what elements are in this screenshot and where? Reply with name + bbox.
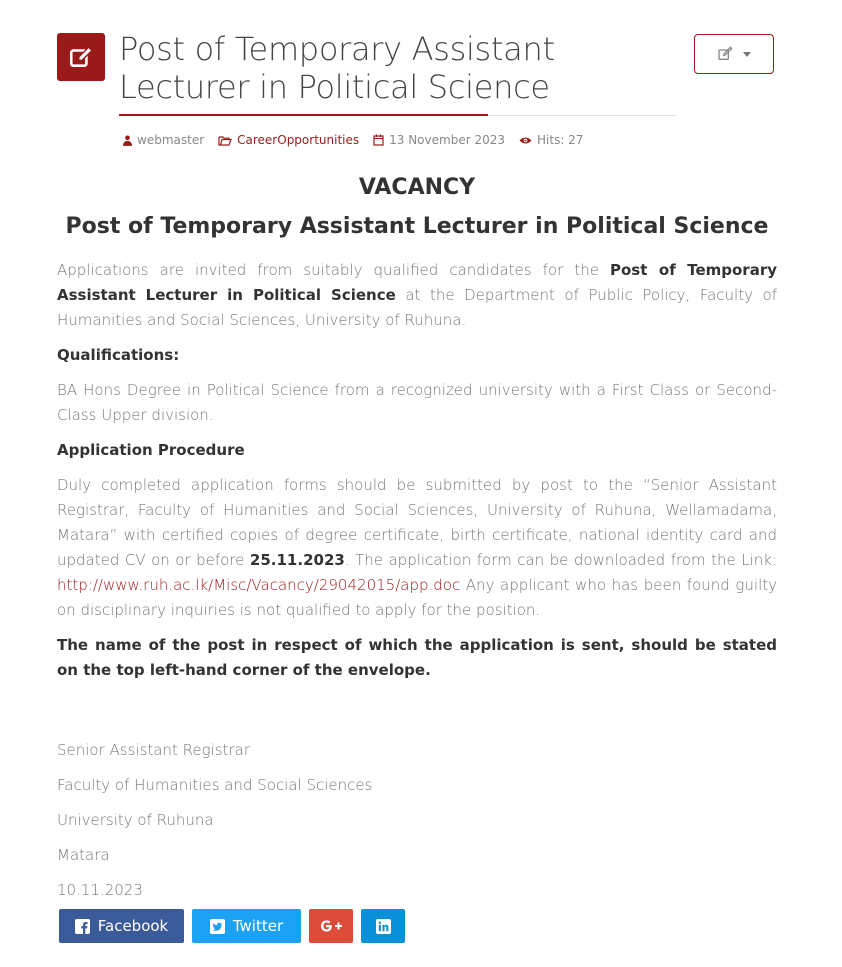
intro-paragraph: Applications are invited from suitably qualified candidates for the Post of Temporary Assistant Lecturer in Political Science at the Department of Public Policy, Faculty of Humanities and Social Sciences, University of Ruhuna.	[57, 261, 777, 329]
user-icon	[123, 135, 132, 146]
qualifications-title: Qualifications:	[57, 346, 180, 364]
signature-line: University of Ruhuna	[57, 811, 214, 829]
twitter-share-button[interactable]: Twitter	[192, 909, 301, 943]
signature-line: Matara	[57, 846, 110, 864]
twitter-icon	[210, 919, 225, 934]
facebook-icon	[75, 919, 90, 934]
folder-icon	[218, 135, 232, 146]
edit-article-icon	[57, 33, 105, 81]
article-meta	[123, 132, 597, 148]
social-share-bar	[59, 909, 405, 943]
googleplus-share-button[interactable]	[309, 909, 353, 943]
signature-block	[57, 738, 777, 903]
linkedin-icon	[376, 919, 391, 934]
signature-line: Senior Assistant Registrar	[57, 741, 251, 759]
meta-hits: Hits: 27	[519, 133, 583, 147]
edit-icon	[717, 46, 733, 62]
meta-category[interactable]	[218, 133, 359, 147]
application-form-link[interactable]: http://www.ruh.ac.lk/Misc/Vacancy/29042015/app.doc	[57, 576, 461, 594]
title-divider	[119, 115, 677, 116]
qualifications-text: BA Hons Degree in Political Science from a recognized university with a First Class or Second-Class Upper division.	[57, 381, 777, 424]
vacancy-heading: VACANCY	[358, 175, 476, 200]
procedure-title: Application Procedure	[57, 441, 245, 459]
article-tools-button[interactable]	[694, 34, 774, 74]
meta-date: 13 November 2023	[373, 133, 505, 147]
chevron-down-icon	[743, 52, 751, 57]
procedure-paragraph: Duly completed application forms should be submitted by post to the “Senior Assistant Registrar, Faculty of Humanities and Social Sciences, University of Ruhuna, Wellamadama, Matara” with certified copies of degree certificate, birth certificate, national identity card and updated CV on or before 25.11.2023. The application form can be downloaded from the Link: http://www.ruh.ac.lk/Misc/Vacancy/29042015/app.doc Any applicant who has been found guilty on disciplinary inquiries is not qualified to apply for the position.	[57, 476, 777, 619]
signature-date: 10.11.2023	[57, 881, 143, 899]
meta-author: webmaster	[123, 133, 204, 147]
calendar-icon	[373, 134, 384, 146]
signature-line: Faculty of Humanities and Social Sciences	[57, 776, 373, 794]
article-body	[57, 170, 777, 903]
eye-icon	[519, 136, 532, 145]
article-header	[57, 30, 777, 143]
linkedin-share-button[interactable]	[361, 909, 405, 943]
envelope-note: The name of the post in respect of which the application is sent, should be stated on the top left-hand corner of the envelope.	[57, 636, 777, 679]
page-title: Post of Temporary Assistant Lecturer in Political Science	[119, 30, 555, 106]
google-plus-icon	[319, 918, 343, 934]
facebook-share-button[interactable]: Facebook	[59, 909, 184, 943]
post-heading: Post of Temporary Assistant Lecturer in Political Science	[65, 214, 769, 239]
category-link[interactable]: CareerOpportunities	[237, 133, 360, 147]
